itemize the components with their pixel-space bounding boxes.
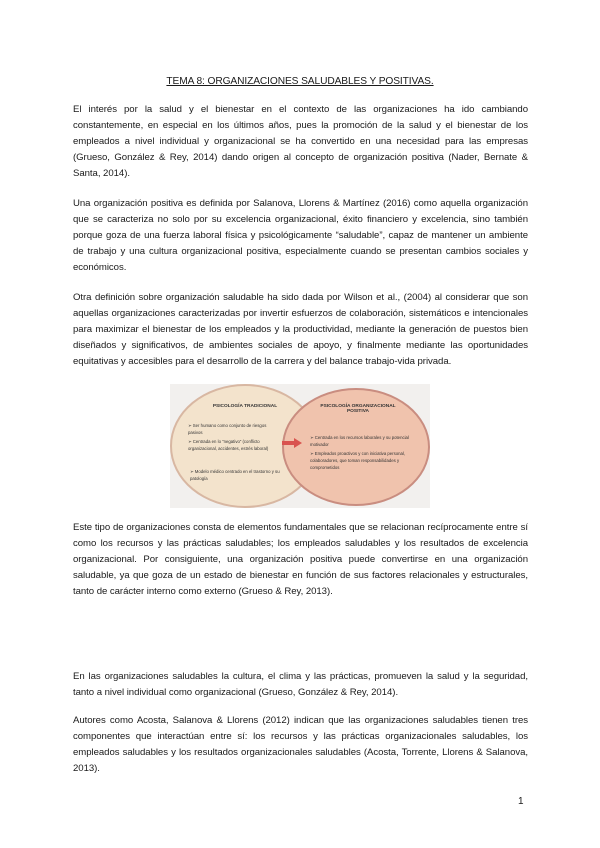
page-title: TEMA 8: ORGANIZACIONES SALUDABLES Y POSITIVAS. — [166, 76, 434, 87]
paragraph-organizacion-positiva: Una organización positiva es definida por Salanova, Llorens & Martínez (2016) como aquella organización que se caracteriza no solo por su excelencia organizacional, éxito financiero y excelencia, sino también porque goza de una fuerza laboral física y psicológicamente “saludable”, capaz de mantener un ambiente de trabajo y una cultura organizacional positiva, especialmente cuando se presentan cambios sociales y económicos. — [73, 198, 528, 274]
paragraph-tres-componentes: Autores como Acosta, Salanova & Llorens (2012) indican que las organizaciones saludables tienen tres componentes que interactúan entre sí: los recursos y las prácticas organizacionales saludables, los empleados saludables y los resultados organizacionales saludables (Acosta, Torrente, Llorens & Salanova, 2013). — [73, 715, 528, 775]
positive-item-2: ➢ Empleados proactivos y con iniciativa personal, colaboradores, que toman responsabilidades y comprometidos — [310, 451, 406, 471]
traditional-item-3: ➢ Modelo médico centrado en el trastorno y su patología — [190, 469, 280, 482]
page-number: 1 — [518, 796, 524, 807]
traditional-item-2: ➢ Centrada en lo “negativo” (conflicto organizacional, accidentes, estrés laboral) — [188, 439, 269, 452]
paragraph-interes-salud: El interés por la salud y el bienestar en el contexto de las organizaciones ha ido cambiando constantemente, en especial en los últimos años, pues la promoción de la salud y el bienestar de los empleados a nivel individual y organizacional se ha convertido en una necesidad para las empresas (Grueso, González & Rey, 2014) dando origen al concepto de organización positiva (Nader, Bernate & Santa, 2014). — [73, 104, 528, 180]
paragraph-organizacion-saludable: Otra definición sobre organización saludable ha sido dada por Wilson et al., (2004) al considerar que son aquellas organizaciones caracterizadas por invertir esfuerzos de colaboración, sistemáticos e intencionales para maximizar el bienestar de los empleados y la productividad, mediante la generación de puestos bien diseñados y significativos, de ambientes sociales de apoyo, y finalmente mediante las oportunidades equitativas y accesibles para el desarrollo de la carrera y del balance trabajo-vida privada. — [73, 292, 528, 368]
traditional-psychology-heading: PSICOLOGÍA TRADICIONAL — [212, 404, 278, 409]
traditional-item-1: ➢ Ser humano como conjunto de riesgos pasivos — [188, 423, 267, 436]
positive-item-1: ➢ Centrada en los recursos laborales y su potencial motivador — [310, 435, 409, 448]
paragraph-cultura-clima: En las organizaciones saludables la cultura, el clima y las prácticas, promueven la salud y la seguridad, tanto a nivel individual como organizacional (Grueso, González & Rey, 2014). — [73, 671, 528, 699]
right-arrow-icon — [282, 438, 302, 448]
positive-psychology-heading: PSICOLOGÍA ORGANIZACIONAL POSITIVA — [320, 404, 396, 414]
psychology-comparison-figure — [170, 384, 430, 508]
paragraph-elementos-fundamentales: Este tipo de organizaciones consta de elementos fundamentales que se relacionan recíprocamente entre sí como los recursos y las prácticas saludables; los empleados saludables y los resultados de excelencia organizacional. Por consiguiente, una organización positiva puede convertirse en una organización saludable, ya que goza de un estado de bienestar en función de sus factores relacionales y estructurales, tanto de carácter interno como externo (Grueso & Rey, 2013). — [73, 522, 528, 598]
positive-psychology-circle — [282, 388, 430, 506]
